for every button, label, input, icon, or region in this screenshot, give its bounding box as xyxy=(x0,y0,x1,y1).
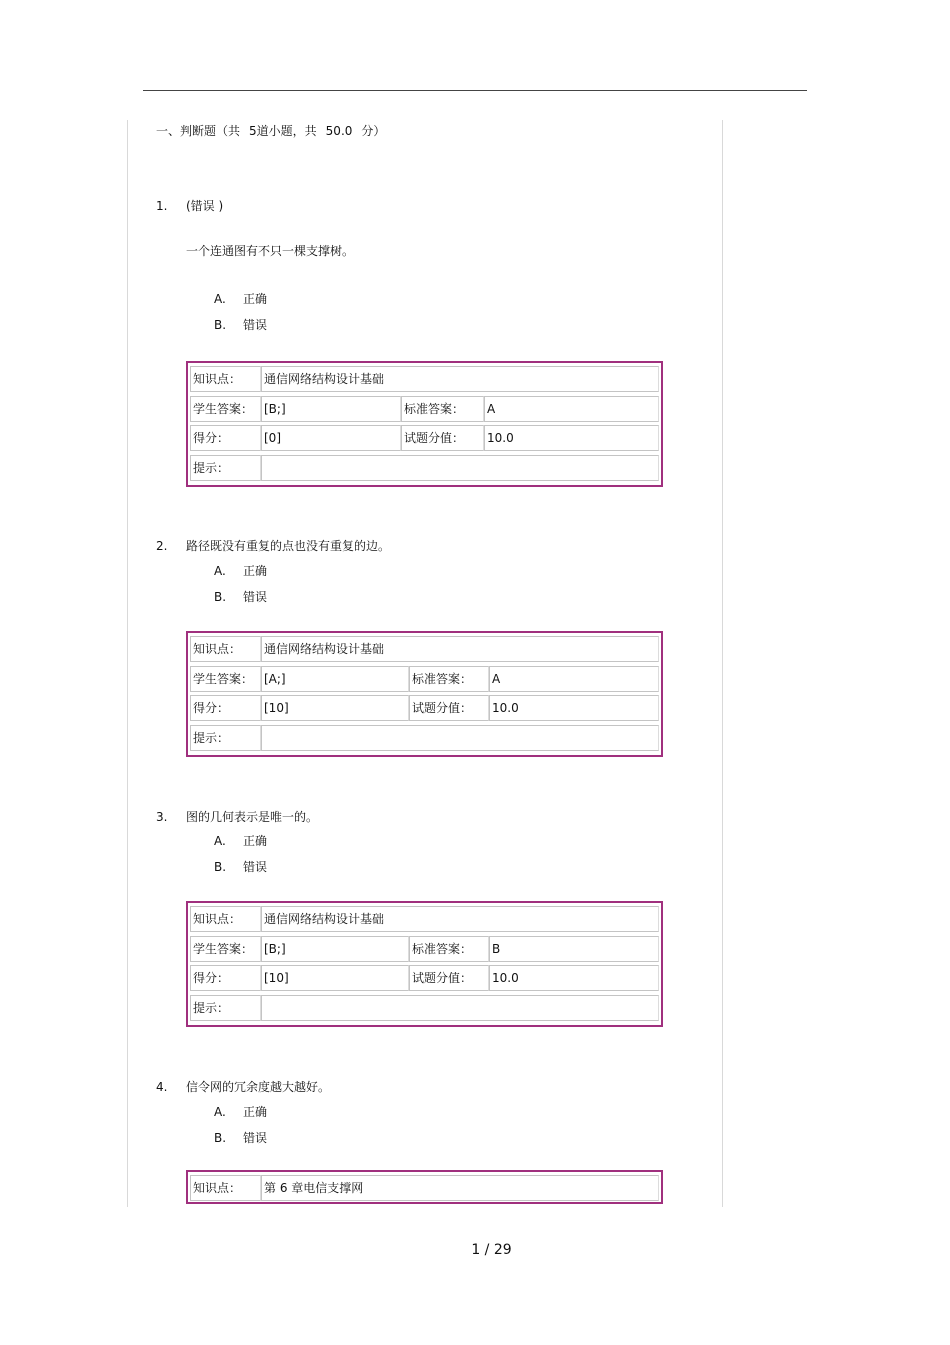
option-letter: A. xyxy=(214,834,226,848)
value-label: 试题分值： xyxy=(409,695,489,721)
table-row xyxy=(190,665,659,695)
standard-answer-label: 标准答案： xyxy=(409,936,489,962)
question-text: 路径既没有重复的点也没有重复的边。 xyxy=(186,539,391,553)
table-row xyxy=(190,935,659,965)
option-text: 正确 xyxy=(243,834,268,848)
answer-table xyxy=(186,1170,663,1204)
score-label: 得分： xyxy=(190,965,261,991)
student-answer-label: 学生答案： xyxy=(190,396,261,422)
option-text: 正确 xyxy=(243,292,268,306)
question-text: 一个连通图有不只一棵支撑树。 xyxy=(186,244,355,258)
hint-value xyxy=(261,725,659,751)
section-title: 一、判断题（共 5道小题，共 50.0 分） xyxy=(156,124,386,138)
table-row xyxy=(190,724,659,754)
knowledge-label: 知识点： xyxy=(190,906,261,932)
option-letter: B. xyxy=(214,1131,227,1145)
table-row xyxy=(190,1174,659,1204)
option-text: 正确 xyxy=(243,1105,268,1119)
answer-table xyxy=(186,631,663,757)
score-label: 得分： xyxy=(190,425,261,451)
question-text: 图的几何表示是唯一的。 xyxy=(186,810,319,824)
header-rule xyxy=(143,90,807,91)
knowledge-value: 通信网络结构设计基础 xyxy=(261,906,659,932)
knowledge-label: 知识点： xyxy=(190,636,261,662)
standard-answer-value: A xyxy=(484,396,659,422)
knowledge-value: 通信网络结构设计基础 xyxy=(261,636,659,662)
standard-answer-value: B xyxy=(489,936,659,962)
hint-label: 提示： xyxy=(190,995,261,1021)
table-row xyxy=(190,424,659,454)
score-value: [0] xyxy=(261,425,401,451)
page-number: 1 / 29 xyxy=(471,1242,512,1258)
question-number: 3. xyxy=(156,810,168,824)
student-answer-value: [B;] xyxy=(261,936,409,962)
option-text: 错误 xyxy=(243,860,268,874)
left-column-border xyxy=(127,120,128,1207)
score-value: [10] xyxy=(261,965,409,991)
value-value: 10.0 xyxy=(489,965,659,991)
option-letter: B. xyxy=(214,860,227,874)
score-label: 得分： xyxy=(190,695,261,721)
option-text: 错误 xyxy=(243,590,268,604)
value-label: 试题分值： xyxy=(409,965,489,991)
hint-value xyxy=(261,995,659,1021)
value-value: 10.0 xyxy=(489,695,659,721)
score-value: [10] xyxy=(261,695,409,721)
table-row xyxy=(190,395,659,425)
hint-label: 提示： xyxy=(190,725,261,751)
standard-answer-label: 标准答案： xyxy=(409,666,489,692)
table-row xyxy=(190,964,659,994)
value-label: 试题分值： xyxy=(401,425,484,451)
right-column-border xyxy=(722,120,723,1207)
standard-answer-value: A xyxy=(489,666,659,692)
knowledge-value: 第 6 章电信支撑网 xyxy=(261,1175,659,1201)
option-text: 正确 xyxy=(243,564,268,578)
question-number: 1. xyxy=(156,199,168,213)
table-row xyxy=(190,365,659,395)
knowledge-label: 知识点： xyxy=(190,366,261,392)
option-letter: B. xyxy=(214,590,227,604)
student-answer-value: [B;] xyxy=(261,396,401,422)
table-row xyxy=(190,454,659,484)
student-answer-value: [A;] xyxy=(261,666,409,692)
knowledge-label: 知识点： xyxy=(190,1175,261,1201)
hint-value xyxy=(261,455,659,481)
table-row xyxy=(190,905,659,935)
option-text: 错误 xyxy=(243,318,268,332)
standard-answer-label: 标准答案： xyxy=(401,396,484,422)
question-number: 2. xyxy=(156,539,168,553)
question-text: 信令网的冗余度越大越好。 xyxy=(186,1080,331,1094)
hint-label: 提示： xyxy=(190,455,261,481)
option-letter: A. xyxy=(214,292,226,306)
knowledge-value: 通信网络结构设计基础 xyxy=(261,366,659,392)
student-answer-label: 学生答案： xyxy=(190,666,261,692)
table-row xyxy=(190,994,659,1024)
answer-table xyxy=(186,361,663,487)
value-value: 10.0 xyxy=(484,425,659,451)
option-letter: A. xyxy=(214,1105,226,1119)
table-row xyxy=(190,635,659,665)
table-row xyxy=(190,694,659,724)
option-letter: A. xyxy=(214,564,226,578)
student-answer-label: 学生答案： xyxy=(190,936,261,962)
question-result-tag: (错误 ) xyxy=(186,199,224,213)
option-text: 错误 xyxy=(243,1131,268,1145)
answer-table xyxy=(186,901,663,1027)
option-letter: B. xyxy=(214,318,227,332)
question-number: 4. xyxy=(156,1080,168,1094)
